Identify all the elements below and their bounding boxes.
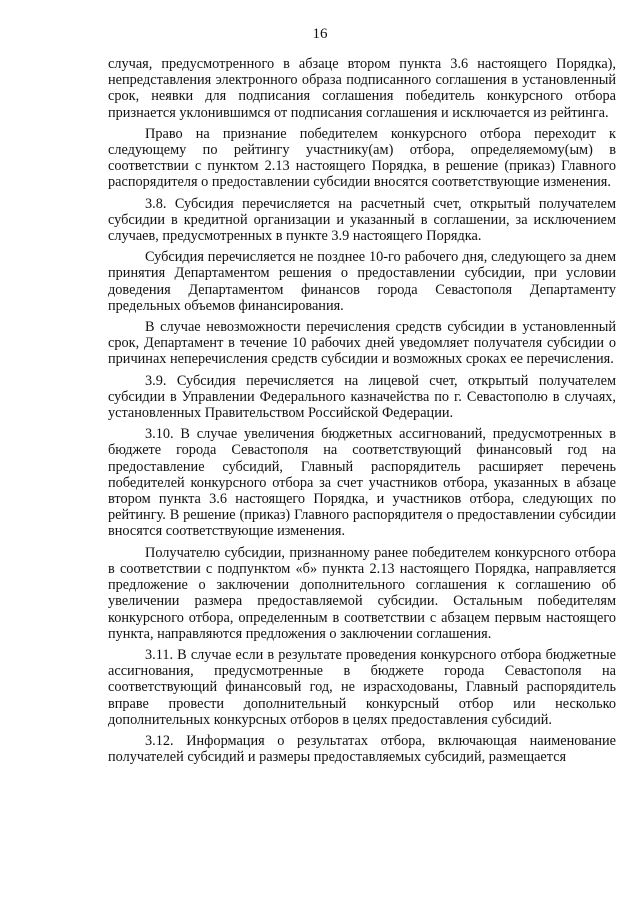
paragraph-3-11: 3.11. В случае если в результате проведения конкурсного отбора бюджетные ассигнования, предусмотренные в бюджете города Севастополя на соответствующий финансовый год, не израсходованы, Главный распорядитель вправе провести дополнительный конкурсный отбор или несколько дополнительных конкурсных отборов в целях предоставления субсидий. — [108, 646, 616, 728]
paragraph-recipient-offer: Получателю субсидии, признанному ранее победителем конкурсного отбора в соответствии с подпунктом «б» пункта 2.13 настоящего Порядка, направляется предложение о заключении дополнительного соглашения к соглашению об увеличении размера предоставляемой субсидии. Остальным победителям конкурсного отбора, определенным в соответствии с абзацем первым настоящего пункта, направляются предложения о заключении соглашения. — [108, 544, 616, 642]
paragraph-right-to-winner: Право на признание победителем конкурсного отбора переходит к следующему по рейтингу участнику(ам) отбора, определяемому(ым) в соответствии с пунктом 2.13 настоящего Порядка, в решение (приказ) Главного распорядителя о предоставлении субсидии вносятся соответствующие изменения. — [108, 125, 616, 191]
paragraph-transfer-deadline: Субсидия перечисляется не позднее 10-го рабочего дня, следующего за днем принятия Департаментом решения о предоставлении субсидии, при условии доведения Департаментом финансов города Севастополя Департаменту предельных объемов финансирования. — [108, 249, 616, 314]
paragraph-3-12: 3.12. Информация о результатах отбора, включающая наименование получателей субсидий и размеры предоставляемых субсидий, размещается — [108, 732, 616, 766]
document-body — [108, 56, 616, 770]
paragraph-continuation: случая, предусмотренного в абзаце втором пункта 3.6 настоящего Порядка), непредставления электронного образа подписанного соглашения в установленный срок, неявки для подписания соглашения победитель конкурсного отбора признается уклонившимся от подписания соглашения и исключается из рейтинга. — [108, 56, 616, 121]
page-number: 16 — [312, 26, 328, 42]
paragraph-3-9: 3.9. Субсидия перечисляется на лицевой счет, открытый получателем субсидии в Управлении Федерального казначейства по г. Севастополю в случаях, установленных Правительством Российской Федерации. — [108, 372, 616, 422]
paragraph-3-10: 3.10. В случае увеличения бюджетных ассигнований, предусмотренных в бюджете города Севастополя на соответствующий финансовый год на предоставление субсидий, Главный распорядитель расширяет перечень победителей конкурсного отбора за счет участников отбора, указанных в абзаце втором пункта 3.6 настоящего Порядка, и участников отбора, следующих по рейтингу. В решение (приказ) Главного распорядителя о предоставлении субсидии вносятся соответствующие изменения. — [108, 426, 616, 540]
paragraph-transfer-impossible: В случае невозможности перечисления средств субсидии в установленный срок, Департамент в течение 10 рабочих дней уведомляет получателя субсидии о причинах неперечисления средств субсидии и возможных сроках ее перечисления. — [108, 319, 616, 368]
paragraph-3-8: 3.8. Субсидия перечисляется на расчетный счет, открытый получателем субсидии в кредитной организации и указанный в соглашении, за исключением случаев, предусмотренных в пункте 3.9 настоящего Порядка. — [108, 195, 616, 245]
